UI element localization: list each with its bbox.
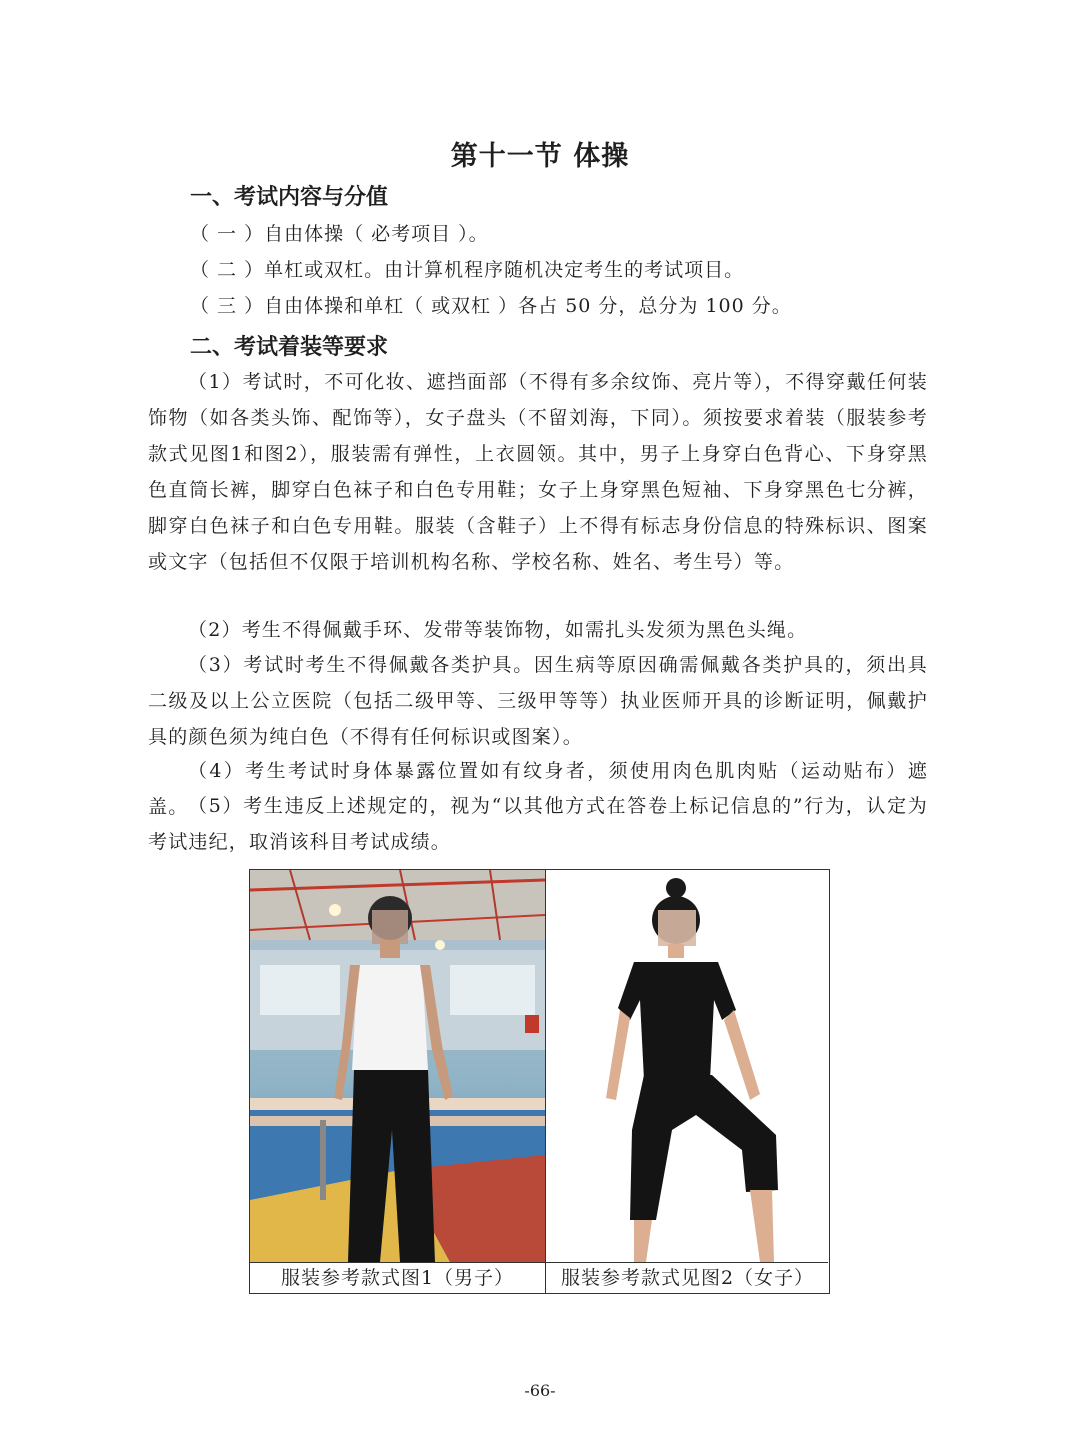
page-title: 第十一节 体操 [450,141,630,172]
figure-table [249,869,830,1294]
figure-1-caption: 服装参考款式图1（男子） [250,1263,546,1294]
paragraph-3: （3）考试时考生不得佩戴各类护具。因生病等原因确需佩戴各类护具的，须出具二级及以上公立医院（包括二级甲等、三级甲等等）执业医师开具的诊断证明，佩戴护具的颜色须为纯白色（不得有任何标识或图案）。 [148,654,928,748]
paragraph-5: （5）考生违反上述规定的，视为“以其他方式在答卷上标记信息的”行为，认定为考试违纪，取消该科目考试成绩。 [148,795,928,853]
figure-2-caption: 服装参考款式见图2（女子） [560,1267,815,1289]
page-number: -66- [524,1381,556,1400]
male-outfit-photo [250,870,546,1262]
list-item: （ 一 ）自由体操（ 必考项目 ）。 [190,223,489,245]
female-outfit-photo [546,870,829,1262]
paragraph-2: （2）考生不得佩戴手环、发带等装饰物，如需扎头发须为黑色头绳。 [188,619,808,641]
list-item: （ 三 ）自由体操和单杠（ 或双杠 ）各占 50 分，总分为 100 分。 [190,295,792,317]
section-heading-exam-content: 一、考试内容与分值 [190,185,389,210]
paragraph-4: （4）考生考试时身体暴露位置如有纹身者，须使用肉色肌肉贴（运动贴布）遮盖。 [148,760,928,818]
paragraph-1: （1）考试时，不可化妆、遮挡面部（不得有多余纹饰、亮片等），不得穿戴任何装饰物（如各类头饰、配饰等），女子盘头（不留刘海，下同）。须按要求着装（服装参考款式见图1和图2），服装需有弹性，上衣圆领。其中，男子上身穿白色背心、下身穿黑色直筒长裤，脚穿白色袜子和白色专用鞋；女子上身穿黑色短袖、下身穿黑色七分裤，脚穿白色袜子和白色专用鞋。服装（含鞋子）上不得有标志身份信息的特殊标识、图案或文字（包括但不仅限于培训机构名称、学校名称、姓名、考生号）等。 [148,371,928,573]
list-item: （ 二 ）单杠或双杠。由计算机程序随机决定考生的考试项目。 [190,259,745,281]
caption-row [250,1262,828,1294]
section-heading-dress-requirements: 二、考试着装等要求 [190,335,389,360]
